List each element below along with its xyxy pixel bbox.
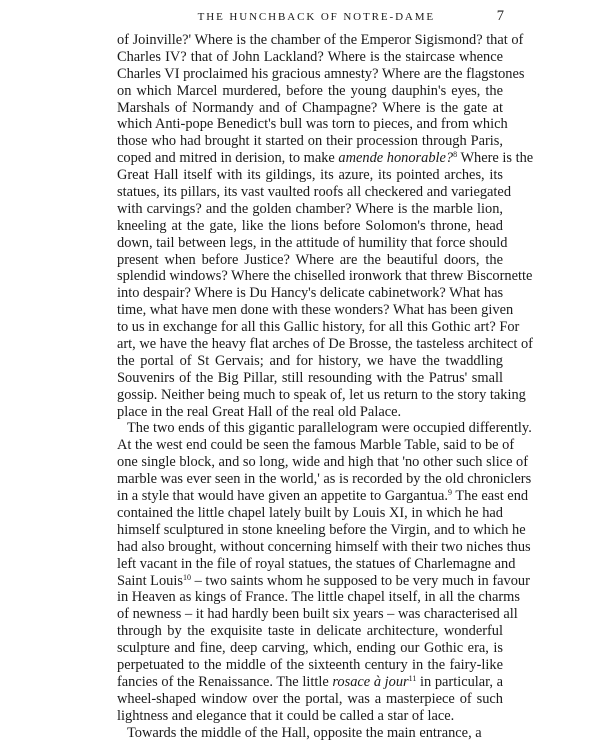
body-text	[117, 32, 534, 741]
text-line	[117, 640, 503, 657]
text-run: marble was ever seen in the world,' as is recorded by the old chroniclers	[117, 471, 532, 488]
text-line	[117, 691, 503, 708]
text-line	[117, 336, 533, 353]
text-run: had also brought, without concerning himself with their two niches thus	[117, 538, 531, 555]
text-line	[117, 572, 530, 590]
text-run: gossip. Neither being much to speak of, let us return to the story taking	[117, 386, 526, 403]
italic-phrase: rosace à jour	[332, 673, 409, 690]
text-line	[117, 708, 503, 725]
text-run: in Heaven as kings of France. The little chapel itself, in all the charms	[117, 589, 520, 606]
text-run: in a style that would have given an appetite to Gargantua.	[117, 488, 449, 505]
footnote-marker: 10	[182, 572, 191, 582]
italic-phrase: amende honorable?	[338, 150, 454, 167]
text-run: art, we have the heavy flat arches of De Brosse, the tasteless architect of	[117, 336, 533, 353]
text-run: sculpture and fine, deep carving, which, ending our Gothic era, is	[117, 640, 503, 657]
text-run: into despair? Where is Du Hancy's delicate cabinetwork? What has	[117, 285, 504, 302]
text-line	[117, 83, 503, 100]
text-run: statues, its pillars, its vast vaulted roofs all checkered and variegated	[117, 184, 512, 201]
page-header	[116, 8, 504, 30]
paragraph	[117, 725, 503, 742]
text-run: down, tail between legs, in the attitude of humility that force should	[117, 234, 508, 251]
text-run: The east end	[452, 488, 529, 505]
text-line	[117, 657, 503, 674]
text-run: which Anti-pope Benedict's bull was torn to pieces, and from which	[117, 116, 508, 133]
text-line	[117, 133, 503, 150]
text-line	[117, 201, 503, 218]
text-run: contained the little chapel lately built by Louis XI, in which he had	[117, 504, 503, 521]
text-line	[117, 386, 526, 404]
text-run: Saint Louis	[117, 572, 183, 589]
text-run: left vacant in the file of royal statues, the statues of Charlemagne and	[117, 555, 516, 572]
text-line	[117, 49, 503, 66]
text-run: Souvenirs of the Big Pillar, still resounding with the Patrus' small	[117, 369, 503, 386]
text-run: through by the exquisite taste in delicate architecture, wonderful	[117, 623, 503, 640]
text-line	[117, 116, 508, 133]
running-head: THE HUNCHBACK OF NOTRE-DAME	[197, 11, 436, 23]
footnote-marker: 11	[408, 673, 417, 683]
text-run: himself sculptured in stone kneeling before the Virgin, and to which he	[117, 521, 526, 538]
text-line	[117, 725, 503, 742]
text-run: perpetuated to the middle of the sixteenth century in the fairy-like	[117, 656, 503, 673]
text-line	[117, 420, 532, 437]
text-run: with carvings? and the golden chamber? Where is the marble lion,	[117, 200, 503, 217]
text-run: Where is the	[457, 150, 534, 167]
text-run: coped and mitred in derision, to make	[117, 150, 339, 167]
text-line	[117, 538, 531, 556]
text-run: kneeling at the gate, like the lions before Solomon's throne, head	[117, 217, 503, 234]
text-run: lightness and elegance that it could be called a star of lace.	[117, 707, 455, 724]
text-line	[117, 218, 503, 235]
text-line	[117, 404, 503, 421]
text-run: – two saints whom he supposed to be very much in favour	[190, 572, 530, 589]
text-line	[117, 521, 526, 539]
text-line	[117, 285, 503, 302]
text-line	[117, 488, 529, 505]
text-run: those who had brought it started on their procession through Paris,	[117, 133, 503, 150]
text-line	[117, 454, 529, 471]
page-number: 7	[496, 8, 504, 24]
text-run: The two ends of this gigantic parallelogram were occupied differently.	[127, 420, 532, 437]
text-line	[117, 555, 516, 573]
text-line	[117, 606, 518, 623]
text-line	[117, 65, 525, 83]
text-run: Charles IV? that of John Lackland? Where is the staircase whence	[117, 48, 503, 65]
paragraph	[117, 32, 534, 420]
text-run: the portal of St Gervais; and for history, we have the twaddling	[117, 352, 503, 369]
text-run: one single block, and so long, wide and high that 'no other such slice of	[117, 454, 529, 471]
footnote-marker: 9	[448, 488, 453, 498]
text-run: Marshals of Normandy and of Champagne? Where is the gate at	[117, 99, 503, 116]
text-line	[117, 32, 524, 49]
text-run: wheel-shaped window over the portal, was a masterpiece of such	[117, 690, 503, 707]
text-line	[117, 268, 533, 285]
text-line	[117, 505, 503, 522]
text-run: Towards the middle of the Hall, opposite the main entrance, a	[127, 724, 482, 741]
text-run: fancies of the Renaissance. The little	[117, 673, 333, 690]
text-line	[117, 252, 503, 269]
text-run: place in the real Great Hall of the real old Palace.	[117, 403, 402, 420]
text-line	[117, 319, 520, 336]
text-run: of newness – it had hardly been built six years – was characterised all	[117, 606, 518, 623]
text-run: on which Marcel murdered, before the young dauphin's eyes, the	[117, 82, 503, 99]
text-line	[117, 623, 503, 640]
text-run: Charles VI proclaimed his gracious amnesty? Where are the flagstones	[117, 65, 525, 82]
text-line	[117, 184, 512, 201]
text-run: to us in exchange for all this Gallic history, for all this Gothic art? For	[117, 319, 520, 336]
text-line	[117, 353, 503, 370]
footnote-marker: 8	[453, 150, 458, 160]
text-line	[117, 471, 532, 488]
text-run: present when before Justice? Where are the beautiful doors, the	[117, 251, 503, 268]
text-line	[117, 589, 520, 606]
text-line	[117, 167, 503, 184]
text-run: in particular, a	[416, 673, 504, 690]
text-line	[117, 370, 503, 387]
text-line	[117, 234, 508, 252]
text-line	[117, 437, 515, 454]
text-run: At the west end could be seen the famous Marble Table, said to be of	[117, 437, 515, 454]
text-run: time, what have men done with these wonders? What has been given	[117, 302, 514, 319]
text-run: Great Hall itself with its gildings, its azure, its pointed arches, its	[117, 167, 503, 184]
text-line	[117, 674, 503, 691]
text-line	[117, 302, 514, 319]
text-line	[117, 100, 503, 117]
text-run: splendid windows? Where the chiselled ironwork that threw Biscornette	[117, 268, 533, 285]
text-line	[117, 150, 534, 167]
paragraph	[117, 420, 532, 724]
text-run: of Joinville?' Where is the chamber of the Emperor Sigismond? that of	[117, 32, 524, 48]
